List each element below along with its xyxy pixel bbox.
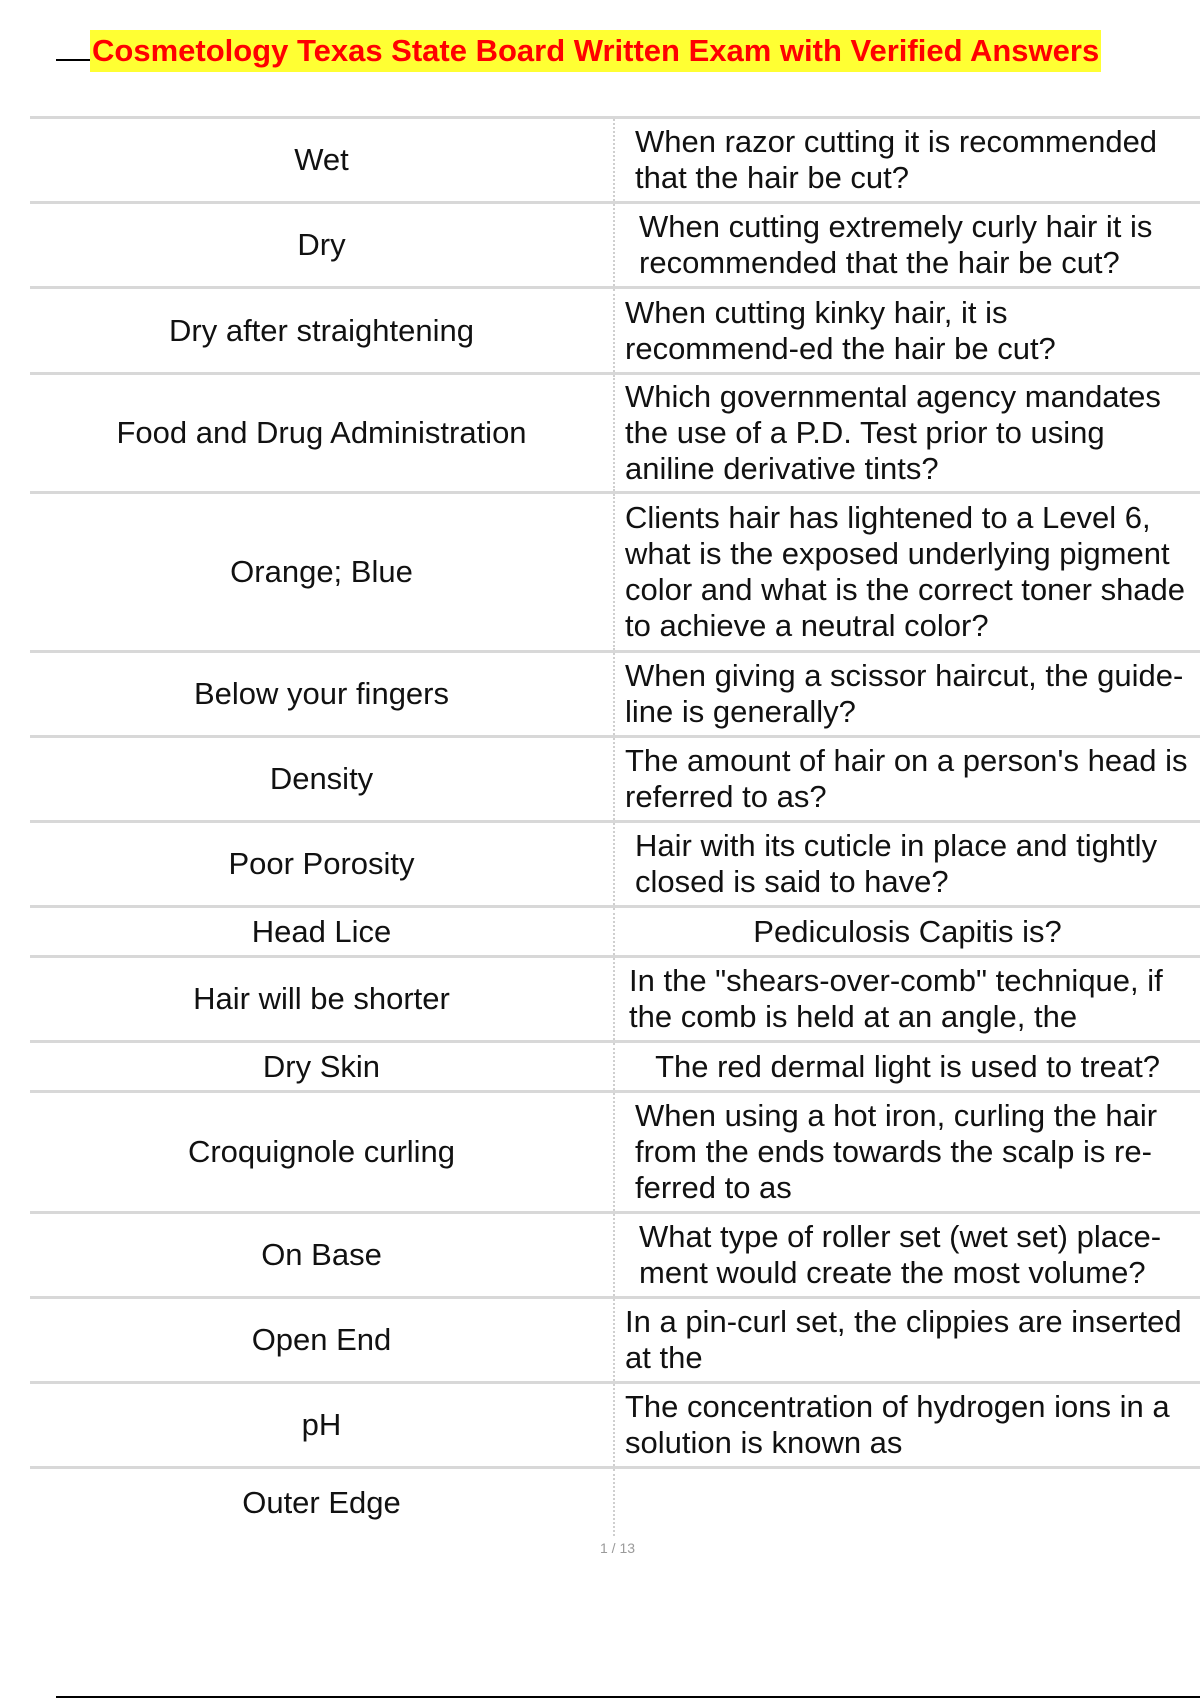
answer-cell: Dry Skin	[262, 1048, 381, 1084]
flashcard-table	[30, 116, 1200, 1536]
footer-divider	[56, 1696, 1200, 1698]
question-cell	[613, 958, 1200, 1040]
question-cell	[613, 375, 1200, 491]
question-text: Clients hair has lightened to a Level 6, what is the exposed underlying pigment color and what is the correct toner shade to achieve a neutral color?	[625, 500, 1186, 643]
title-underline-lead	[56, 59, 90, 61]
question-text: In the "shears-over-comb" technique, if the comb is held at an angle, the	[629, 963, 1163, 1034]
table-row	[30, 650, 1200, 735]
question-cell	[613, 738, 1200, 820]
answer-cell: Orange; Blue	[230, 554, 413, 589]
question-text: What type of roller set (wet set) place-ment would create the most volume?	[639, 1219, 1162, 1290]
question-cell	[613, 494, 1200, 650]
question-text: Pediculosis Capitis is?	[753, 913, 1062, 949]
question-cell	[613, 823, 1200, 905]
question-cell	[613, 204, 1200, 286]
answer-cell: Poor Porosity	[228, 846, 415, 881]
table-row	[30, 820, 1200, 905]
question-text: The red dermal light is used to treat?	[655, 1048, 1160, 1084]
answer-cell: Head Lice	[251, 913, 392, 949]
question-text: The concentration of hydrogen ions in a solution is known as	[625, 1389, 1170, 1460]
answer-cell: Dry after straightening	[169, 312, 474, 348]
table-row	[30, 1381, 1200, 1466]
page-indicator: 1 / 13	[599, 1540, 636, 1556]
table-row	[30, 491, 1200, 650]
table-row	[30, 1211, 1200, 1296]
answer-cell: Hair will be shorter	[193, 981, 450, 1016]
question-cell	[613, 1299, 1200, 1381]
answer-cell: Food and Drug Administration	[116, 415, 527, 450]
question-text: When razor cutting it is recommended that the hair be cut?	[635, 124, 1158, 195]
table-row	[30, 286, 1200, 372]
answer-cell: Dry	[297, 227, 346, 262]
table-row	[30, 735, 1200, 820]
table-row	[30, 201, 1200, 286]
table-row	[30, 1296, 1200, 1381]
answer-cell: pH	[301, 1407, 342, 1442]
question-cell	[613, 119, 1200, 201]
question-cell	[613, 1469, 1200, 1536]
document-title-wrap	[56, 30, 1101, 72]
question-text: The amount of hair on a person's head is referred to as?	[625, 743, 1188, 814]
answer-cell: Outer Edge	[242, 1484, 401, 1520]
question-cell	[613, 1214, 1200, 1296]
table-row	[30, 955, 1200, 1040]
question-text: In a pin-curl set, the clippies are inserted at the	[625, 1304, 1182, 1375]
question-cell	[613, 1093, 1200, 1211]
document-title: Cosmetology Texas State Board Written Exam with Verified Answers	[90, 30, 1101, 72]
table-row	[30, 372, 1200, 491]
table-row	[30, 1466, 1200, 1536]
table-row	[30, 1040, 1200, 1090]
question-cell	[613, 908, 1200, 955]
table-row	[30, 1090, 1200, 1211]
question-text: When giving a scissor haircut, the guide-line is generally?	[625, 658, 1184, 729]
question-text: When cutting kinky hair, it is recommend-ed the hair be cut?	[625, 294, 1056, 366]
question-text: When cutting extremely curly hair it is recommended that the hair be cut?	[639, 209, 1153, 280]
answer-cell: On Base	[261, 1237, 382, 1272]
question-cell	[613, 1384, 1200, 1466]
question-cell	[613, 1043, 1200, 1090]
answer-cell: Density	[269, 761, 374, 796]
table-row	[30, 905, 1200, 955]
answer-cell: Open End	[251, 1322, 392, 1357]
question-text: When using a hot iron, curling the hair from the ends towards the scalp is re-ferred to as	[635, 1098, 1158, 1205]
answer-cell: Below your fingers	[193, 676, 449, 711]
question-cell	[613, 289, 1200, 372]
answer-cell: Wet	[294, 142, 349, 177]
question-text: Which governmental agency mandates the use of a P.D. Test prior to using aniline derivative tints?	[625, 379, 1161, 486]
answer-cell: Croquignole curling	[187, 1134, 456, 1169]
question-cell	[613, 653, 1200, 735]
table-row	[30, 116, 1200, 201]
question-text: Hair with its cuticle in place and tightly closed is said to have?	[635, 828, 1158, 899]
